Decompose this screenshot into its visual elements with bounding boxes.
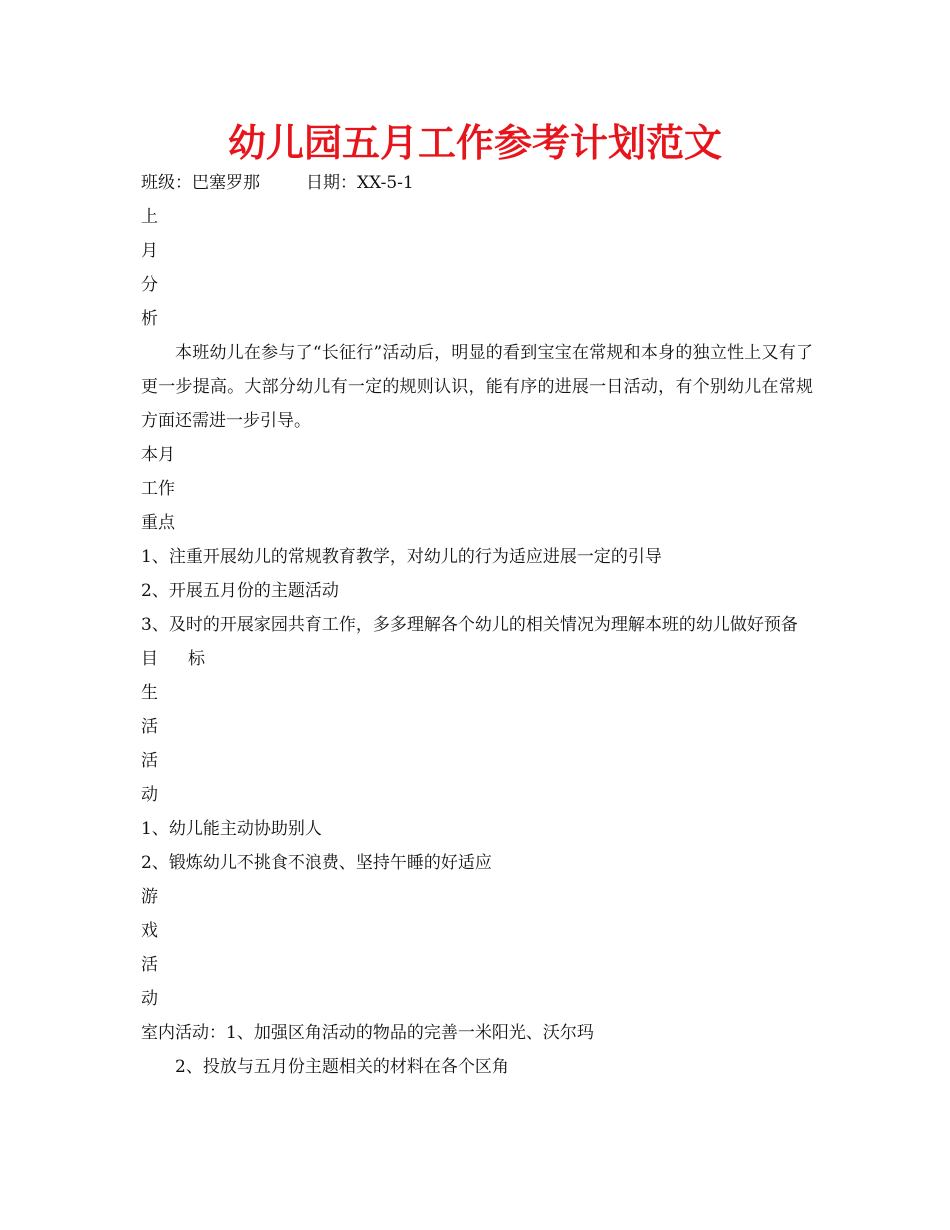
indoor-activity-line: 室内活动：1、加强区角活动的物品的完善一米阳光、沃尔玛 xyxy=(141,1023,594,1043)
date-label: 日期：XX-5-1 xyxy=(306,173,414,193)
life-item: 2、锻炼幼儿不挑食不浪费、坚持午睡的好适应 xyxy=(141,853,492,873)
class-label: 班级：巴塞罗那 xyxy=(141,173,260,193)
life-heading-char: 动 xyxy=(141,785,158,805)
focus-item: 2、开展五月份的主题活动 xyxy=(141,581,339,601)
game-heading-char: 动 xyxy=(141,989,158,1009)
last-month-paragraph: 本班幼儿在参与了“长征行”活动后，明显的看到宝宝在常规和本身的独立性上又有了更一步提高。大部分幼儿有一定的规则认识，能有序的进展一日活动，有个别幼儿在常规方面还需进一步引导。 xyxy=(141,343,813,431)
life-item: 1、幼儿能主动协助别人 xyxy=(141,819,322,839)
focus-heading-line: 本月 xyxy=(141,445,175,465)
life-heading-char: 活 xyxy=(141,717,158,737)
goal-heading-right: 标 xyxy=(188,649,205,669)
focus-heading-line: 工作 xyxy=(141,479,175,499)
life-heading-char: 活 xyxy=(141,751,158,771)
document-title: 幼儿园五月工作参考计划范文 xyxy=(227,121,722,165)
game-heading-char: 活 xyxy=(141,955,158,975)
document-body xyxy=(141,166,813,1084)
goal-heading xyxy=(141,642,813,676)
last-month-heading-char: 析 xyxy=(141,309,158,329)
last-month-heading-char: 分 xyxy=(141,275,158,295)
focus-item: 3、及时的开展家园共育工作，多多理解各个幼儿的相关情况为理解本班的幼儿做好预备 xyxy=(141,615,798,635)
game-heading-char: 戏 xyxy=(141,921,158,941)
game-heading-char: 游 xyxy=(141,887,158,907)
life-heading-char: 生 xyxy=(141,683,158,703)
last-month-heading-char: 月 xyxy=(141,241,158,261)
last-month-heading-char: 上 xyxy=(141,207,158,227)
focus-item: 1、注重开展幼儿的常规教育教学，对幼儿的行为适应进展一定的引导 xyxy=(141,547,662,567)
focus-heading-line: 重点 xyxy=(141,513,175,533)
indoor-activity-line-2: 2、投放与五月份主题相关的材料在各个区角 xyxy=(175,1057,509,1077)
meta-line xyxy=(141,166,813,200)
goal-heading-left: 目 xyxy=(141,649,158,669)
